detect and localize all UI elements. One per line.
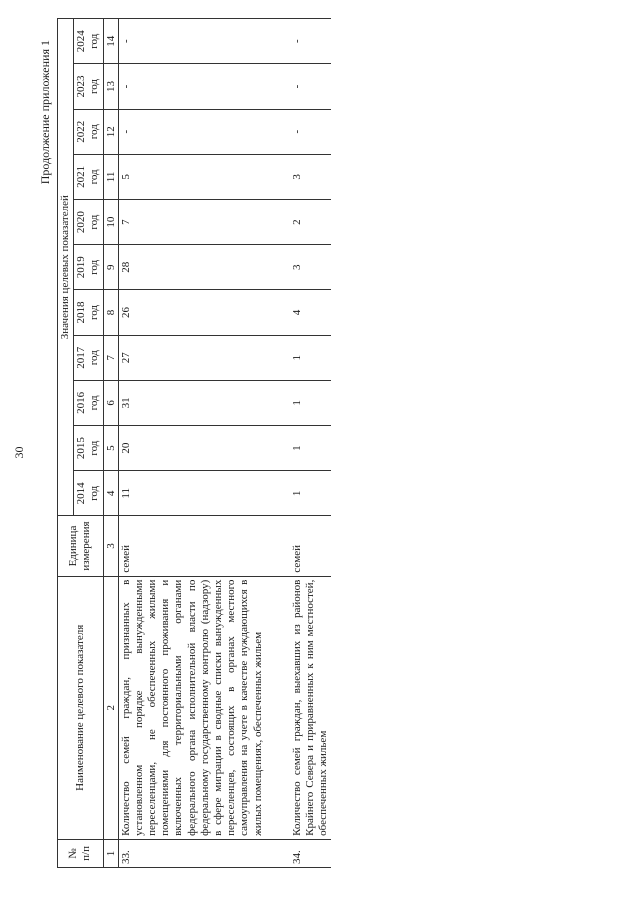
indicator-value: 1 <box>290 426 332 471</box>
header-year: 2019 год <box>74 245 103 290</box>
indicator-value: 3 <box>290 154 332 199</box>
page-number: 30 <box>12 446 26 459</box>
indicator-value: 1 <box>290 471 332 516</box>
column-number: 1 <box>103 839 118 867</box>
column-number: 13 <box>103 64 118 109</box>
indicator-name: Количество семей граждан, выехавших из районов Крайнего Севера и приравненных к ним местностей, обеспеченных жильем <box>290 576 332 839</box>
header-year: 2015 год <box>74 426 103 471</box>
row-number: 33. <box>118 839 266 867</box>
indicator-value: 1 <box>290 380 332 425</box>
indicator-value: - <box>290 19 332 64</box>
indicator-value: 5 <box>118 154 266 199</box>
column-number: 4 <box>103 471 118 516</box>
header-num: № п/п <box>58 839 104 867</box>
column-number: 14 <box>103 19 118 64</box>
indicator-value: 7 <box>118 199 266 244</box>
header-year: 2017 год <box>74 335 103 380</box>
indicator-value: - <box>290 64 332 109</box>
indicator-value: - <box>118 109 266 154</box>
column-number: 8 <box>103 290 118 335</box>
indicator-value: 1 <box>290 335 332 380</box>
indicator-value: 27 <box>118 335 266 380</box>
column-number: 7 <box>103 335 118 380</box>
header-year: 2014 год <box>74 471 103 516</box>
header-year: 2021 год <box>74 154 103 199</box>
column-number: 6 <box>103 380 118 425</box>
indicator-unit: семей <box>118 516 266 576</box>
column-number: 9 <box>103 245 118 290</box>
header-values-group: Значения целевых показателей <box>58 19 74 516</box>
header-year: 2024 год <box>74 19 103 64</box>
indicator-value: 4 <box>290 290 332 335</box>
column-number: 12 <box>103 109 118 154</box>
indicator-value: 26 <box>118 290 266 335</box>
header-name: Наименование целевого показателя <box>58 576 104 839</box>
indicators-table <box>57 18 331 868</box>
indicator-value: - <box>118 19 266 64</box>
indicator-value: 28 <box>118 245 266 290</box>
row-spacer <box>266 19 290 868</box>
indicator-value: 2 <box>290 199 332 244</box>
table-row <box>118 19 266 868</box>
indicator-value: 11 <box>118 471 266 516</box>
indicator-value: - <box>290 109 332 154</box>
header-year: 2022 год <box>74 109 103 154</box>
continuation-label: Продолжение приложения 1 <box>38 40 52 185</box>
column-number: 11 <box>103 154 118 199</box>
header-year: 2023 год <box>74 64 103 109</box>
table-row <box>290 19 332 868</box>
row-number: 34. <box>290 839 332 867</box>
column-number: 2 <box>103 576 118 839</box>
header-unit: Единица измерения <box>58 516 104 576</box>
column-number: 5 <box>103 426 118 471</box>
indicator-unit: семей <box>290 516 332 576</box>
indicator-value: 31 <box>118 380 266 425</box>
column-number: 3 <box>103 516 118 576</box>
indicator-name: Количество семей граждан, признанных в установленном порядке вынужденными переселенцами, не обеспеченных жилыми помещениями для постоянного проживания и включенных территориальными органами федерального органа исполнительной власти по федеральному государственному контролю (надзору) в сфере миграции в сводные списки вынужденных переселенцев, состоящих в органах местного самоуправления на учете в качестве нуждающихся в жилых помещениях, обеспеченных жильем <box>118 576 266 839</box>
header-year: 2018 год <box>74 290 103 335</box>
header-year: 2020 год <box>74 199 103 244</box>
indicator-value: 20 <box>118 426 266 471</box>
indicator-value: - <box>118 64 266 109</box>
header-year: 2016 год <box>74 380 103 425</box>
column-number: 10 <box>103 199 118 244</box>
indicator-value: 3 <box>290 245 332 290</box>
